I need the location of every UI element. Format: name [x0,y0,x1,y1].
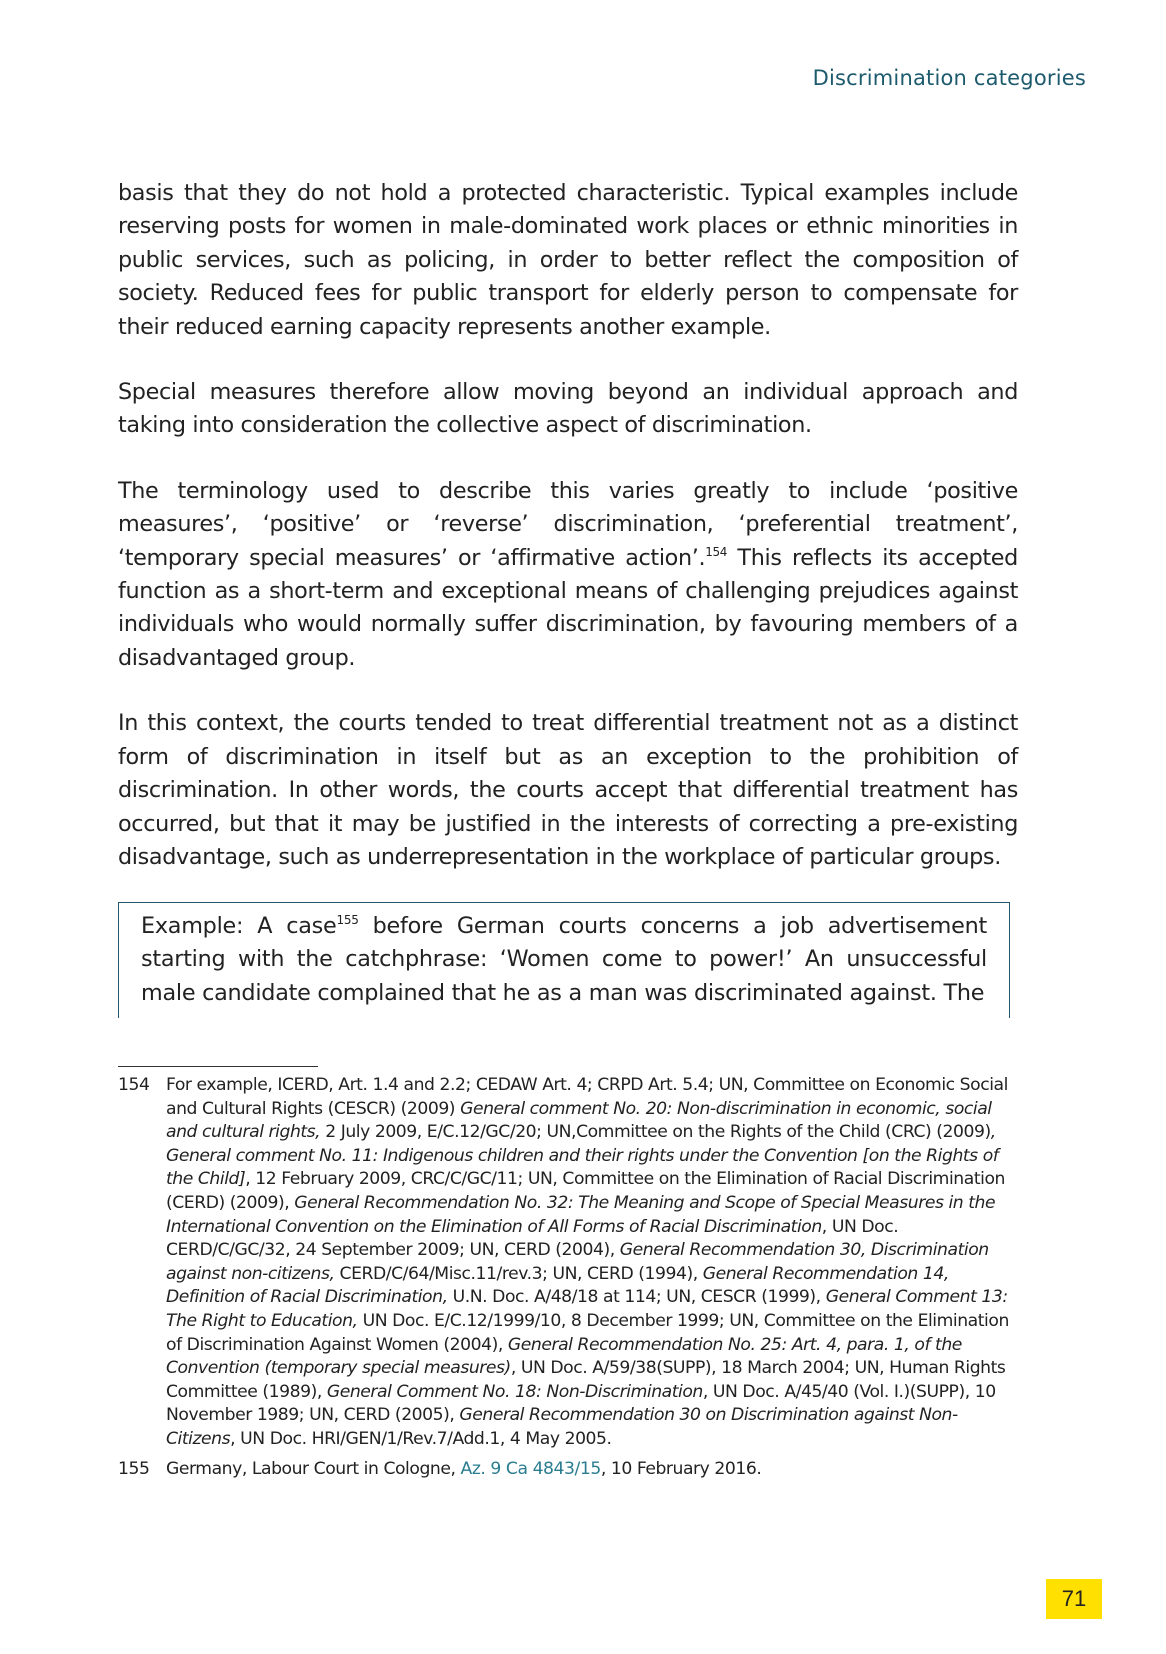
citation-title: General Recommendation 30, Discrimination against non-citizens, [166,1240,989,1284]
citation-title: General Recommendation 30 on Discrimination against Non-Citizens [166,1405,958,1449]
footnotes [118,1074,1018,1487]
paragraph-text: This reflects its accepted function as a short-term and exceptional means of challenging prejudices against individuals who would normally suffer discrimination, by favouring members of a disadvantaged group. [118,544,1018,671]
footnote-text [166,1074,1018,1452]
citation-title: , General comment No. 11: Indigenous children and their rights under the Convention [on the Rights of the Child] [166,1122,999,1190]
footnote-text-part: , UN Doc. HRI/GEN/1/Rev.7/Add.1, 4 May 2005. [230,1428,612,1449]
footnote-text-part: 2 July 2009, E/C.12/GC/20; UN,Committee on the Rights of the Child (CRC) (2009) [320,1122,991,1143]
citation-title: General comment No. 20: Non-discrimination in economic, social and cultural rights, [166,1098,992,1143]
footnote-text-part: , UN Doc. CERD/C/GC/32, 24 September 2009; UN, CERD (2004), [166,1216,899,1261]
footnote-divider [118,1066,318,1067]
footnote-text-part: For example, ICERD, Art. 1.4 and 2.2; CEDAW Art. 4; CRPD Art. 5.4; UN, Committee on Economic Social and Cultural Rights (CESCR) (2009) [166,1075,1008,1119]
citation-title: General Comment No. 18: Non-Discrimination [326,1381,703,1402]
footnote-ref-155[interactable]: 155 [336,913,359,927]
paragraph: In this context, the courts tended to treat differential treatment not as a distinct form of discrimination in itself but as an exception to the prohibition of discrimination. In other words, the courts accept that differential treatment has occurred, but that it may be justified in the interests of correcting a pre-existing disadvantage, such as underrepresentation in the workplace of particular groups. [118,710,1018,870]
footnote-154 [118,1074,1018,1452]
case-link[interactable]: Az. 9 Ca 4843/15 [460,1458,601,1479]
footnote-text-part: CERD/C/64/Misc.11/rev.3; UN, CERD (1994), [334,1263,703,1284]
example-text: Example: A case [141,913,337,939]
paragraph-text: The terminology used to describe this varies greatly to include ‘positive measures’, ‘positive’ or ‘reverse’ discrimination, ‘preferential treatment’, ‘temporary special measures’ or ‘affirmative action’. [118,477,1018,571]
footnote-text-part: , UN Doc. A/45/40 (Vol. I.)(SUPP), 10 November 1989; UN, CERD (2005), [166,1381,996,1426]
footnote-text-part: Germany, Labour Court in Cologne, [166,1458,461,1479]
footnote-number: 154 [118,1075,150,1095]
footnote-text-part: , 12 February 2009, CRC/C/GC/11; UN, Committee on the Elimination of Racial Discrimination (CERD) (2009), [166,1169,1005,1213]
footnote-text-part: , 10 February 2016. [600,1458,762,1479]
footnote-text [166,1458,1018,1482]
example-box [118,902,1010,1018]
body-text [118,177,1018,906]
footnote-text-part: U.N. Doc. A/48/18 at 114; UN, CESCR (1999), [447,1287,826,1308]
citation-title: General Recommendation 14, Definition of Racial Discrimination, [166,1263,949,1308]
paragraph: Special measures therefore allow moving beyond an individual approach and taking into consideration the collective aspect of discrimination. [118,379,1018,439]
footnote-ref-154[interactable]: 154 [705,544,728,559]
example-text: before German courts concerns a job advertisement starting with the catchphrase: ‘Women come to power!’ An unsuccessful male candidate complained that he as a man was discriminated against. The [141,913,987,1006]
footnote-text-part: , UN Doc. A/59/38(SUPP), 18 March 2004; UN, Human Rights Committee (1989), [166,1358,1006,1402]
page-number-badge: 71 [1046,1579,1102,1619]
citation-title: General Comment 13: The Right to Education, [166,1287,1008,1331]
citation-title: General Recommendation No. 25: Art. 4, para. 1, of the Convention (temporary special measures) [166,1334,962,1379]
footnote-155 [118,1458,1018,1482]
footnote-text-part: UN Doc. E/C.12/1999/10, 8 December 1999; UN, Committee on the Elimination of Discrimination Against Women (2004), [166,1310,1009,1355]
running-header: Discrimination categories [812,66,1086,90]
paragraph: basis that they do not hold a protected characteristic. Typical examples include reserving posts for women in male-dominated work places or ethnic minorities in public services, such as policing, in order to better reflect the composition of society. Reduced fees for public transport for elderly person to compensate for their reduced earning capacity represents another example. [118,180,1018,340]
footnote-number: 155 [118,1458,150,1479]
paragraph [118,475,1018,675]
citation-title: General Recommendation No. 32: The Meaning and Scope of Special Measures in the International Convention on the Elimination of All Forms of Racial Discrimination [166,1192,996,1237]
